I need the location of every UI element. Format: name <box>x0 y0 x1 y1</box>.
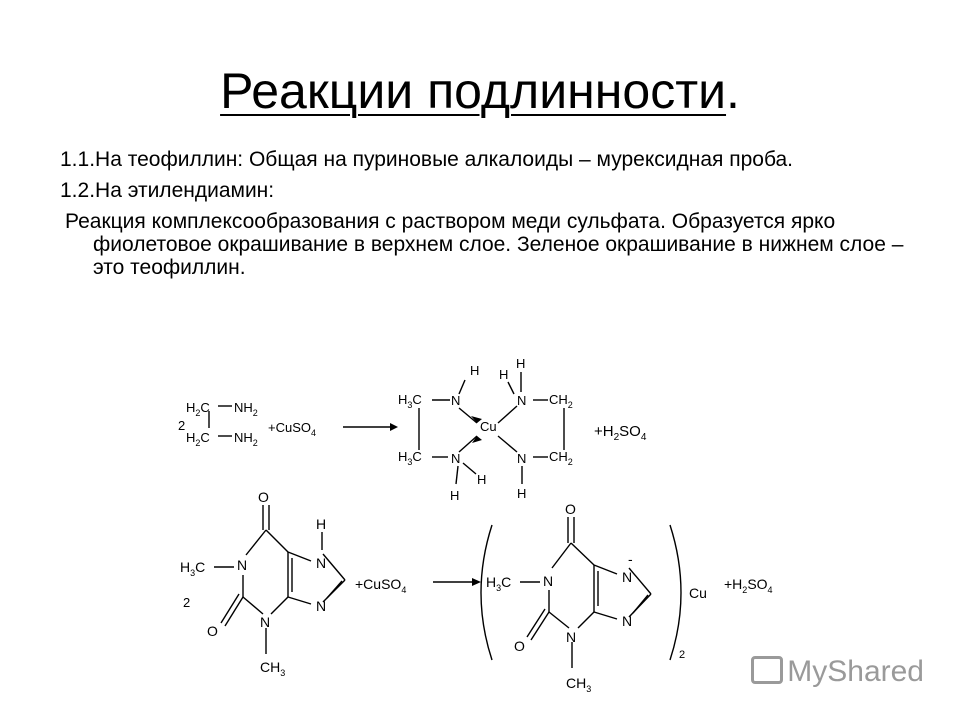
n-label-13: N <box>543 573 554 589</box>
ch2-label-b: $CH_2$ <box>549 449 573 467</box>
paragraph-complex-reaction: Реакция комплексообразования с раствором меди сульфата. Образуется ярко фиолетовое окрашивание в верхнем слое. Зеленое окрашивание в нижнем слое – это теофиллин. <box>65 210 904 279</box>
title-text: Реакции подлинности <box>220 63 727 119</box>
ch3-label-b: $CH_3$ <box>566 675 592 694</box>
r1-coefficient: 2 <box>178 418 186 433</box>
o-label-left-2: O <box>514 638 525 654</box>
presentation-icon <box>751 656 783 684</box>
paragraph-theophylline: 1.1.На теофиллин: Общая на пуриновые алкалоиды – мурексидная проба. <box>60 148 794 171</box>
h-label-4: H <box>477 472 487 487</box>
n-label-14: N <box>566 629 577 645</box>
nh2-label-top: $NH_2$ <box>234 400 258 418</box>
n-label-9: N <box>237 557 248 573</box>
h3c-label-d: $H_3C$ <box>486 574 512 593</box>
n-label-7: N <box>316 555 327 571</box>
h3c-label-b: $H_3C$ <box>398 449 422 467</box>
n-label-11: N <box>622 569 633 585</box>
n-label-3: N <box>517 393 527 408</box>
r1-reagent: +CuSO$_4$ <box>268 420 317 438</box>
r2-product: $+H_2SO_4$ <box>724 576 773 595</box>
h-label-3: H <box>499 367 509 382</box>
r1-copper: Cu <box>480 419 497 434</box>
nh2-label-bottom: $NH_2$ <box>234 430 258 448</box>
o-label-top: O <box>258 489 269 505</box>
h-label-1: H <box>470 363 480 378</box>
watermark-text: MyShared <box>787 655 924 688</box>
r1-product: $+H_2SO_4$ <box>594 423 647 443</box>
h-label-6: H <box>517 486 527 501</box>
ch2-label-a: $CH_2$ <box>549 392 573 410</box>
minus-sign: - <box>628 551 633 567</box>
r2-reagent: +CuSO$_4$ <box>355 576 407 595</box>
o-label-top-2: O <box>565 501 576 517</box>
n-label-8: N <box>316 598 327 614</box>
n-label-10: N <box>260 614 271 630</box>
paragraph-ethylenediamine: 1.2.На этилендиамин: <box>60 179 275 202</box>
h-label-nh: H <box>316 516 327 532</box>
ch3-label-a: $CH_3$ <box>260 659 286 678</box>
watermark <box>751 655 924 689</box>
n-label-2: N <box>451 451 461 466</box>
r2-coefficient: 2 <box>183 595 191 610</box>
h2c-label-top: $H_2C$ <box>186 400 210 418</box>
r2-copper: Cu <box>689 585 707 601</box>
h3c-label-a: $H_3C$ <box>398 392 422 410</box>
h2c-label-bottom: $H_2C$ <box>186 430 210 448</box>
title-dot: . <box>726 63 740 119</box>
n-label-1: N <box>451 393 461 408</box>
o-label-left: O <box>207 623 218 639</box>
h-label-5: H <box>450 488 460 503</box>
n-label-4: N <box>517 451 527 466</box>
n-label-12: N <box>622 613 633 629</box>
h3c-label-c: $H_3C$ <box>180 559 206 578</box>
h-label-2: H <box>516 356 526 371</box>
r2-bracket-subscript: 2 <box>679 649 686 661</box>
